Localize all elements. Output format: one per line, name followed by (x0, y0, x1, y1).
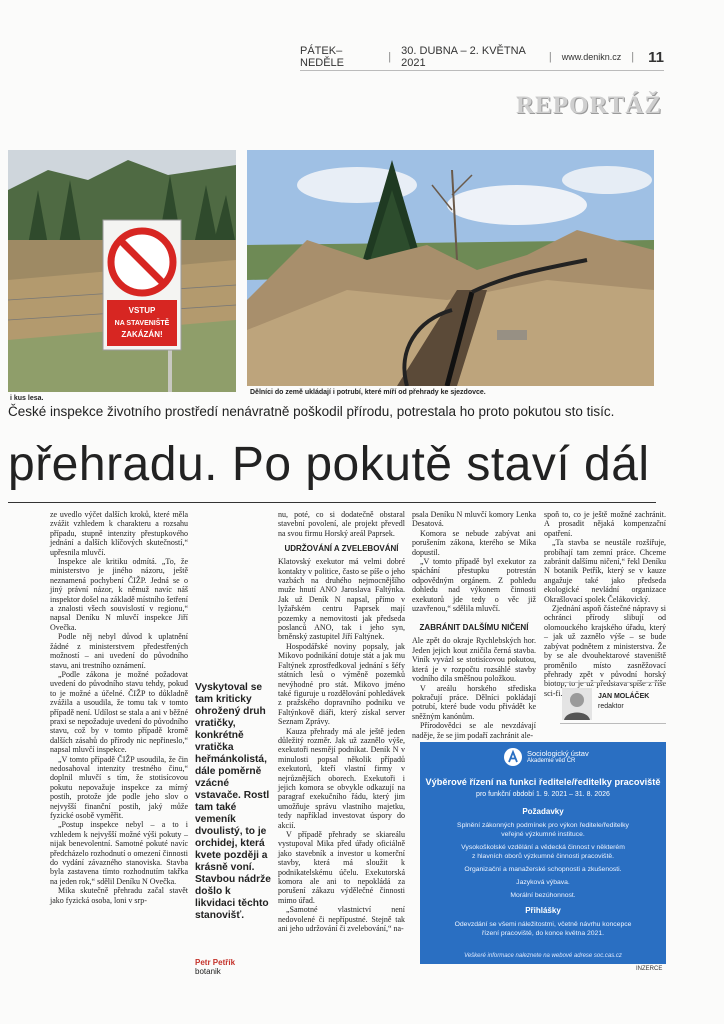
author-avatar (562, 688, 592, 720)
page-header (300, 45, 664, 69)
article-headline: přehradu. Po pokutě staví dál (8, 438, 650, 491)
advert-req-line: veřejné výzkumné instituce. (501, 831, 585, 838)
advert-req-line: Vysokoškolské vzdělání a vědecká činnost v některém (461, 844, 625, 851)
paragraph: „Samotné vlastnictví není nedovolené či nepřípustné. Stejně tak ani jeho udržování či zvelebování,“ na- (278, 905, 405, 934)
headline-rule (8, 502, 656, 503)
header-separator: | (631, 51, 635, 63)
header-days: PÁTEK–NEDĚLE (300, 45, 345, 69)
author-name: JAN MOLÁČEK (598, 693, 650, 700)
institute-logo-icon (504, 748, 522, 766)
advert-req-line: z hlavních oborů výzkumné činnosti pracoviště. (471, 853, 615, 860)
subheading: UDRŽOVÁNÍ A ZVELEBOVÁNÍ (284, 544, 399, 554)
article-column-3 (412, 510, 536, 740)
paragraph: „V tomto případě byl exekutor za spáchání přestupku potrestán odpovědným orgánem. Z pohledu dohledu nad výkonem činnosti exekutorů jde tedy o věc již uzavřenou,“ sdělila mluvčí. (412, 557, 536, 614)
paragraph: ze uvedlo výčet dalších kroků, které měla zvážit vzhledem k charakteru a rozsahu případu, stupně intenzity přestupkového jednání a dalších klíčových skutečností,“ upřesnila mluvčí. (50, 510, 188, 557)
paragraph: Přírodovědci se ale nevzdávají naděje, že se jim podaří zachránit ale- (412, 721, 536, 740)
subheading: ZABRÁNIT DALŠÍMU NIČENÍ (419, 623, 529, 633)
sign-text-1: VSTUP (128, 306, 156, 315)
advert-org-parent: Akademie věd ČR (527, 758, 576, 764)
paragraph: spoň to, co je ještě možné zachránit. A prosadit nějaká kompenzační opatření. (544, 510, 666, 538)
paragraph: „Podle zákona je možné požadovat uvedení do původního stavu tehdy, pokud to je možné a účelné. ČIŽP to důkladně zvážila a usoudila, že tomu tak v tomto případě není. Udílost se stala a ani v běžné praxi se nepožaduje uvedení do původního stavu, což by v tomto případě kromě dalších zásahů do přírody nic nepřineslo,“ napsal mluvčí inspekce. (50, 669, 188, 755)
paragraph: Mika skutečně přehradu začal stavět jako fyzická osoba, loni v srp- (50, 886, 188, 905)
paragraph: V areálu horského střediska pokračují práce. Dělníci pokládají potrubí, které bude vodu přivádět ke sněžným kanónům. (412, 683, 536, 721)
avatar-icon (562, 688, 592, 720)
advert-req-line: Jazyková výbava. (516, 879, 570, 886)
paragraph: Ale zpět do okraje Rychlebských hor. Jeden jejich kout zničila černá stavba. Viník vyvázl se stotisícovou pokutou, která je v rozpočtu rozsáhlé stavby vodního díla směšnou položkou. (412, 636, 536, 684)
advert-footer-link[interactable]: Veškeré informace naleznete na webové adrese soc.cas.cz (464, 953, 622, 959)
pull-quote-author: Petr Petřík (195, 958, 236, 967)
photo-sign-illustration (8, 150, 236, 392)
paragraph: Zjednání aspoň částečné nápravy si ochránci přírody slibují od olomouckého krajského úřadu, který – jak už zaznělo výše – se bude zabývat podnětem z ministerstva. Že by se ale dvouhektarové staveniště proměnilo místo zasněžovací přehrady zpět v původní horský biotop, to je už představa spíše z říše sci-fi. (544, 604, 666, 698)
advert-app-line: řízení pracoviště, do konce května 2021. (481, 930, 605, 937)
paragraph: „V tomto případě ČIŽP usoudila, že čin nedosahoval intenzity trestného činu,“ doplnil mluvčí s tím, že stotisícovou pokutu nepovažuje inspekce za mírný postih, protože jde podle jeho slov o nejvyšší finanční postih, jaký může fyzické osobě vyměřit. (50, 754, 188, 820)
paragraph: „Ta stavba se neustále rozšiřuje, probíhají tam zemní práce. Chceme zabránit dalšímu ničení,“ řekl Deníku N botanik Petřík, který se v kauze angažuje také jako předseda ekologické nevládní organizace Okrašlovací spolek Čelákovický. (544, 538, 666, 604)
section-title: REPORTÁŽ (515, 92, 662, 119)
advert-req-heading: Požadavky (522, 807, 564, 816)
photo-trench-illustration (247, 150, 654, 386)
advert-org-name: Sociologický ústav (527, 749, 589, 758)
advert-app-line: Odevzdání se všemi náležitostmi, včetně návrhu koncepce (454, 921, 632, 928)
paragraph: „Postup inspekce nebyl – a to i vzhledem k nejvyšší možné výši pokuty – nijak benevolentní. Samotné pokuté navíc předcházelo rozhodnutí o omezení činnosti do vydání závazného stanoviska. Stavba byla zastavena tímto rozhodnutím takřka na jeden rok,“ sdělil Deníku N Ovečka. (50, 820, 188, 886)
advert-label: INZERCE (636, 966, 663, 972)
header-site[interactable]: www.denikn.cz (561, 52, 622, 62)
photo-construction-sign (8, 150, 236, 392)
header-rule (300, 70, 664, 71)
advert-req-line: Splnění zákonných podmínek pro výkon ředitele/ředitelky (457, 822, 629, 829)
paragraph: Kauza přehrady má ale ještě jeden důležitý rozměr. Jak už zaznělo výše, exekutoři nesmějí podnikat. Deník N v minulosti popsal několik případů exekutorů, kteří vlastní firmy v nejrůznějších oborech. Exekutoři i jejich komora se obvykle odkazují na paragraf exekučního řádu, který jim umožňuje správu vlastního majetku, tedy například investovat úspory do akcií. (278, 726, 405, 830)
pull-quote-role: botanik (195, 967, 221, 976)
header-separator: | (548, 51, 552, 63)
pull-quote-attribution (195, 958, 235, 976)
advert-period: pro funkční období 1. 9. 2021 – 31. 8. 2026 (476, 791, 610, 798)
advert-req-line: Organizační a manažerské schopnosti a zkušenosti. (464, 866, 622, 873)
article-lead: České inspekce životního prostředí nenávratně poškodil přírodu, potrestala ho proto pokutou sto tisíc. (8, 404, 615, 419)
sign-text-2: NA STAVENIŠTĚ (114, 320, 170, 327)
paragraph: nu, poté, co si dodatečně obstaral stavební povolení, ale projekt převedl na svou firmu Horský areál Paprsek. (278, 510, 405, 538)
header-dates: 30. DUBNA – 2. KVĚTNA 2021 (401, 45, 526, 69)
job-advert (420, 742, 666, 964)
author-box (560, 682, 666, 724)
article-column-4 (544, 510, 666, 698)
photo-caption-right: Dělníci do země ukládají i potrubí, které míří od přehrady ke sjezdovce. (250, 389, 486, 396)
paragraph: Komora se nebude zabývat ani porušením zákona, kterého se Mika dopustil. (412, 528, 536, 557)
paragraph: V případě přehrady se skiareálu vystupoval Mika před úřady oficiálně jako stavebník a investor u komerční stavby, která má sloužit k podnikatelskému účelu. Exekutorská komora ale ani to nepokládá za porušení zákazu výdělečné činnosti mimo úřad. (278, 830, 405, 905)
author-role: redaktor (598, 703, 624, 710)
advert-title: Výběrové řízení na funkci ředitele/ředitelky pracoviště (425, 777, 661, 787)
advert-req-line: Morální bezúhonnost. (510, 892, 576, 899)
pull-quote: Vyskytoval se tam kriticky ohrožený druh vratičky, konkrétně vratička heřmánkolistá, dále poměrně vzácné vstavače. Rostl tam také vemeník dvoulistý, to je orchidej, která kvete později a krásně voní. Stavbou nádrže došlo k likvidaci těchto stanovišť. (195, 682, 271, 921)
page-number: 11 (648, 48, 664, 66)
logo-a-icon (504, 748, 522, 766)
advert-app-heading: Přihlášky (525, 906, 561, 915)
photo-caption-left: i kus lesa. (10, 395, 44, 402)
paragraph: Klatovský exekutor má velmi dobré kontakty v politice, často se píše o jeho vazbách na druhého nejmocnějšího muže hnutí ANO Jaroslava Faltýnka. Jak už Deník N napsal, přímo v lyžařském centru Paprsek mají pozemky a nemovitosti jak předseda poslanců ANO, tak i jeho syn, brněnský zastupitel Jiří Faltýnek. (278, 557, 405, 642)
paragraph: Podle něj nebyl důvod k uplatnění žádné z ministerstvem předestřených možností – ani uvedení do původního stavu, ani trestního oznámení. (50, 632, 188, 670)
sign-text-3: ZAKÁZÁN! (121, 330, 163, 339)
article-column-1 (50, 510, 188, 905)
header-separator: | (388, 51, 392, 63)
article-column-2 (278, 510, 405, 933)
paragraph: psala Deníku N mluvčí komory Lenka Desatová. (412, 510, 536, 529)
photo-pipe-trench (247, 150, 654, 386)
paragraph: Hospodářské noviny popsaly, jak Mikovo podnikání dotuje stát a jak mu Faltýnek zprostředkoval jednání s šéfy státních lesů o výměně pozemků nevýhodné pro stát. Mikovo jméno také figuruje u rozdělování pohledávek z pražského dopravního podniku ve Faltýnkově diáři, který získal server Seznam Zprávy. (278, 641, 405, 727)
paragraph: Inspekce ale kritiku odmítá. „To, že ministerstvo je jiného názoru, ještě neznamená pochybení ČIŽP. Jedná se o jiný právní názor, k němuž navíc náš inspektor došel na základě místního šetření a znalosti všech souvislostí v regionu,“ napsal Deníku N mluvčí inspekce Jiří Ovečka. (50, 557, 188, 632)
